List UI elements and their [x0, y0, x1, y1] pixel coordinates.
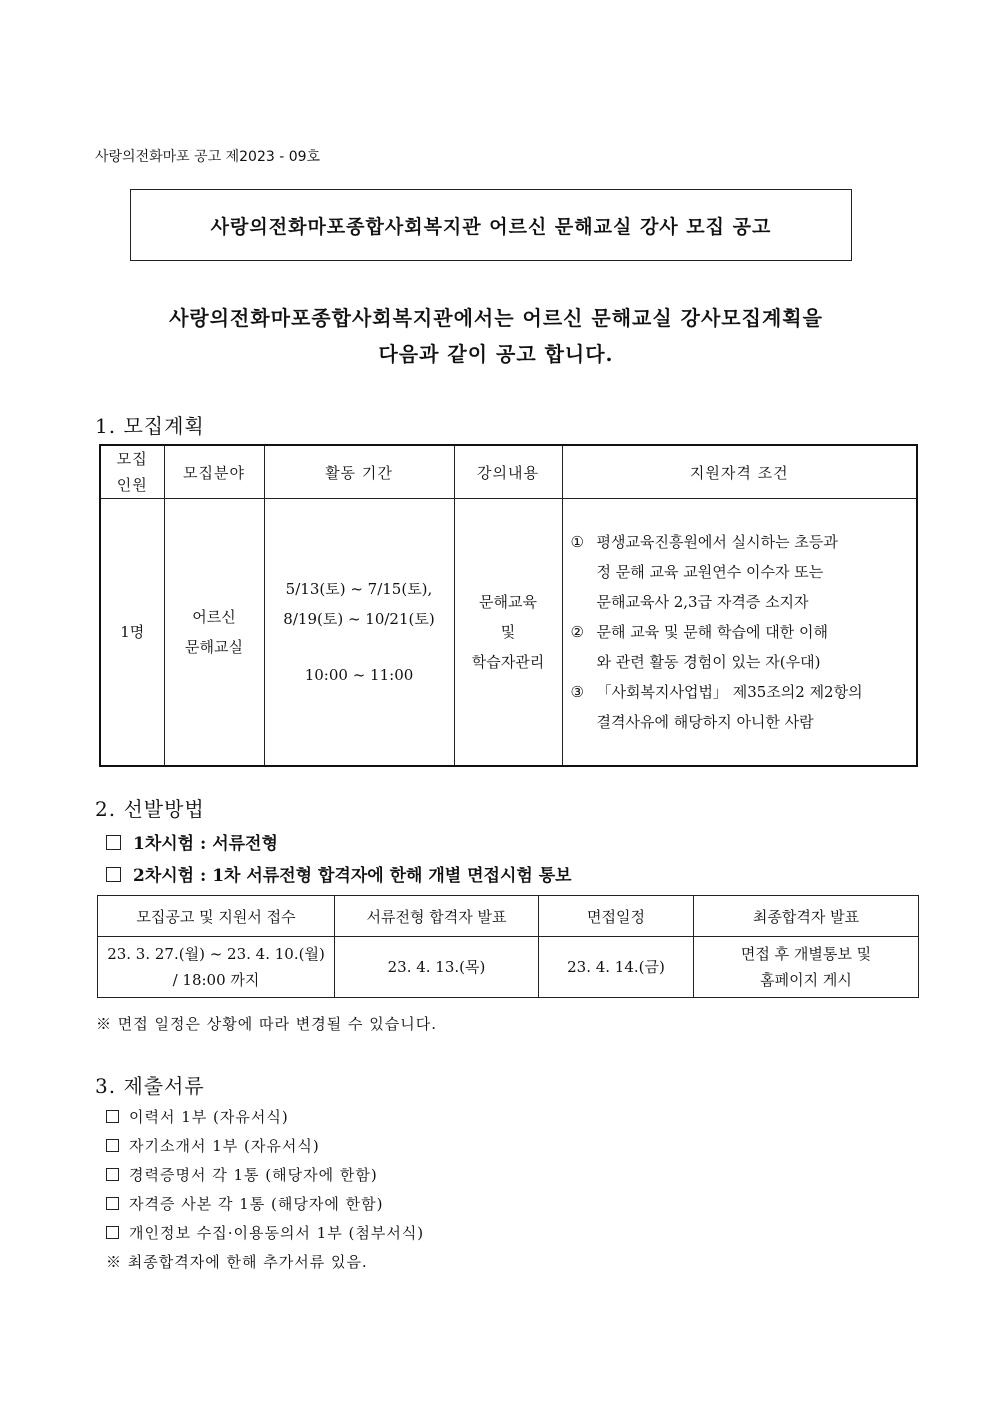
- document-item-label: 이력서 1부 (자유서식): [129, 1108, 289, 1126]
- cell-interview: 23. 4. 14.(금): [539, 937, 694, 998]
- checkbox-icon: [106, 1197, 119, 1210]
- cell-period: [264, 499, 454, 767]
- header-field: 모집분야: [164, 445, 264, 499]
- checkbox-icon: [106, 835, 121, 850]
- recruitment-plan-table: [99, 444, 918, 767]
- section2-heading: 2. 선발방법: [95, 797, 205, 821]
- document-item-label: 자기소개서 1부 (자유서식): [129, 1137, 320, 1155]
- document-item: [106, 1106, 289, 1127]
- final-line: 홈페이지 게시: [760, 971, 852, 989]
- period-time: 10:00 ~ 11:00: [304, 666, 414, 684]
- table-row: [98, 937, 919, 998]
- qualification-line: 「사회복지사업법」 제35조의2 제2항의: [596, 683, 863, 701]
- header-content: 강의내용: [454, 445, 562, 499]
- selection-step-1: [106, 829, 278, 854]
- qualification-number: ②: [570, 623, 584, 641]
- checkbox-icon: [106, 1139, 119, 1152]
- apply-line: 23. 3. 27.(월) ~ 23. 4. 10.(월): [107, 945, 325, 963]
- document-item-label: 자격증 사본 각 1통 (해당자에 한함): [129, 1195, 384, 1213]
- document-item: [106, 1164, 378, 1185]
- documents-note: ※ 최종합격자에 한해 추가서류 있음.: [106, 1253, 368, 1271]
- intro-line-1: 사랑의전화마포종합사회복지관에서는 어르신 문해교실 강사모집계획을: [169, 306, 823, 330]
- cell-content: [454, 499, 562, 767]
- cell-qualification: [562, 499, 917, 767]
- apply-line: / 18:00 까지: [172, 971, 260, 989]
- header-qualification: 지원자격 조건: [562, 445, 917, 499]
- final-line: 면접 후 개별통보 및: [740, 945, 872, 963]
- qualification-line: 평생교육진흥원에서 실시하는 초등과: [596, 533, 838, 551]
- section1-heading: 1. 모집계획: [95, 414, 205, 438]
- period-line: 5/13(토) ~ 7/15(토),: [285, 580, 433, 598]
- table-header-row: [100, 445, 917, 499]
- intro-line-2: 다음과 같이 공고 합니다.: [378, 342, 614, 366]
- content-line: 문해교육: [479, 593, 537, 611]
- cell-count: 1명: [100, 499, 164, 767]
- cell-doc-result: 23. 4. 13.(목): [335, 937, 539, 998]
- header-period: 활동 기간: [264, 445, 454, 499]
- section3-heading: 3. 제출서류: [95, 1074, 205, 1098]
- field-line: 문해교실: [185, 638, 243, 656]
- document-item-label: 경력증명서 각 1통 (해당자에 한함): [129, 1166, 378, 1184]
- checkbox-icon: [106, 1168, 119, 1181]
- schedule-note: ※ 면접 일정은 상황에 따라 변경될 수 있습니다.: [96, 1015, 437, 1033]
- cell-apply: [98, 937, 335, 998]
- document-title: 사랑의전화마포종합사회복지관 어르신 문해교실 강사 모집 공고: [210, 215, 772, 238]
- table-row: [100, 499, 917, 767]
- document-item: [106, 1222, 424, 1243]
- table-header-row: [98, 896, 919, 937]
- selection-step-2-label: 2차시험 : 1차 서류전형 합격자에 한해 개별 면접시험 통보: [133, 866, 572, 886]
- period-line: 8/19(토) ~ 10/21(토): [283, 610, 435, 628]
- qualification-line: 와 관련 활동 경험이 있는 자(우대): [596, 653, 821, 671]
- header-doc-result: 서류전형 합격자 발표: [335, 896, 539, 937]
- qualification-line: 결격사유에 해당하지 아니한 사람: [596, 713, 814, 731]
- intro-text: [60, 300, 932, 372]
- header-count: 모집 인원: [100, 445, 164, 499]
- cell-final: [694, 937, 919, 998]
- header-apply: 모집공고 및 지원서 접수: [98, 896, 335, 937]
- selection-step-1-label: 1차시험 : 서류전형: [133, 834, 278, 854]
- checkbox-icon: [106, 867, 121, 882]
- field-line: 어르신: [192, 608, 236, 626]
- qualification-line: 정 문해 교육 교원연수 이수자 또는: [596, 563, 824, 581]
- document-item: [106, 1193, 383, 1214]
- content-line: 학습자관리: [471, 653, 545, 671]
- document-title-box: [130, 189, 852, 261]
- qualification-item: [571, 677, 909, 737]
- document-item: [106, 1135, 320, 1156]
- qualification-line: 문해 교육 및 문해 학습에 대한 이해: [596, 623, 828, 641]
- content-line: 및: [500, 623, 516, 641]
- notice-number: 사랑의전화마포 공고 제2023 - 09호: [95, 149, 321, 165]
- checkbox-icon: [106, 1226, 119, 1239]
- document-item-label: 개인정보 수집·이용동의서 1부 (첨부서식): [129, 1224, 425, 1242]
- qualification-item: [571, 527, 909, 617]
- schedule-table: [97, 895, 919, 998]
- qualification-line: 문해교육사 2,3급 자격증 소지자: [596, 593, 809, 611]
- selection-step-2: [106, 861, 572, 886]
- header-interview: 면접일정: [539, 896, 694, 937]
- checkbox-icon: [106, 1110, 119, 1123]
- header-final: 최종합격자 발표: [694, 896, 919, 937]
- qualification-number: ③: [570, 683, 584, 701]
- qualification-item: [571, 617, 909, 677]
- qualification-number: ①: [570, 533, 584, 551]
- cell-field: [164, 499, 264, 767]
